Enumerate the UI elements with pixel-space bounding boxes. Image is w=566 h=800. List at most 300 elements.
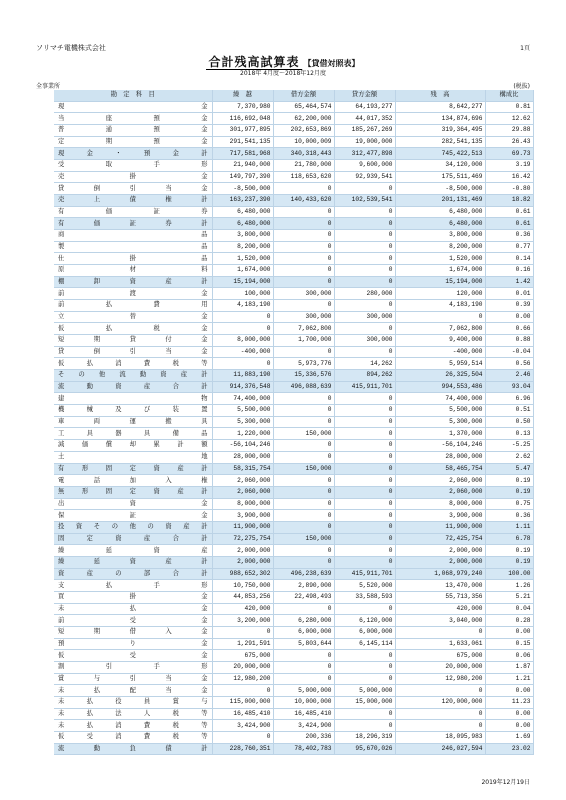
credit-cell: 415,911,701: [334, 381, 395, 393]
debit-cell: 21,780,000: [273, 160, 334, 172]
credit-cell: 0: [334, 603, 395, 615]
table-body: [54, 101, 533, 755]
debit-cell: 0: [273, 521, 334, 533]
ratio-cell: 0.77: [485, 241, 533, 253]
ratio-cell: 18.82: [485, 195, 533, 207]
table-row: [54, 358, 533, 370]
debit-cell: 0: [273, 416, 334, 428]
balance-cell: 9,400,000: [395, 335, 485, 347]
column-header-balance: 残 高: [395, 90, 485, 101]
credit-cell: 0: [334, 556, 395, 568]
ratio-cell: 0.36: [485, 230, 533, 242]
carry-cell: 149,797,390: [212, 171, 273, 183]
account-cell: 繰延資産: [54, 545, 212, 557]
account-cell: 短期借入金: [54, 626, 212, 638]
ratio-cell: 2.62: [485, 451, 533, 463]
balance-cell: 3,800,000: [395, 230, 485, 242]
balance-cell: 26,325,504: [395, 370, 485, 382]
ratio-cell: 2.46: [485, 370, 533, 382]
account-cell: 現金: [54, 101, 212, 113]
carry-cell: 100,000: [212, 288, 273, 300]
balance-cell: 246,027,594: [395, 743, 485, 755]
ratio-cell: 0.19: [485, 545, 533, 557]
account-cell: 仮受消費税等: [54, 731, 212, 743]
subtotal-row: [54, 463, 533, 475]
balance-cell: 20,000,000: [395, 661, 485, 673]
carry-cell: 1,520,000: [212, 253, 273, 265]
credit-cell: 0: [334, 206, 395, 218]
table-row: [54, 311, 533, 323]
trial-balance-table: [54, 90, 534, 755]
table-header-row: [54, 90, 533, 101]
carry-cell: 0: [212, 626, 273, 638]
ratio-cell: 0.15: [485, 638, 533, 650]
credit-cell: 95,670,026: [334, 743, 395, 755]
subtotal-row: [54, 568, 533, 580]
balance-cell: 4,183,190: [395, 300, 485, 312]
debit-cell: 3,424,900: [273, 720, 334, 732]
carry-cell: -400,000: [212, 346, 273, 358]
credit-cell: 0: [334, 451, 395, 463]
carry-cell: -8,500,000: [212, 183, 273, 195]
credit-cell: 0: [334, 323, 395, 335]
carry-cell: 11,883,190: [212, 370, 273, 382]
subtotal-row: [54, 533, 533, 545]
carry-cell: 10,750,000: [212, 580, 273, 592]
subtotal-row: [54, 148, 533, 160]
credit-cell: 0: [334, 183, 395, 195]
account-cell: 製品: [54, 241, 212, 253]
table-row: [54, 475, 533, 487]
credit-cell: 5,000,000: [334, 685, 395, 697]
account-cell: 前渡金: [54, 288, 212, 300]
table-row: [54, 335, 533, 347]
column-header-account: 勘 定 科 目: [54, 90, 212, 101]
carry-cell: 717,581,968: [212, 148, 273, 160]
account-cell: 貸倒引当金: [54, 346, 212, 358]
credit-cell: 0: [334, 393, 395, 405]
balance-cell: 1,068,979,240: [395, 568, 485, 580]
tax-note: (税抜): [513, 83, 530, 90]
credit-cell: 0: [334, 230, 395, 242]
account-cell: 工具器具備品: [54, 428, 212, 440]
debit-cell: 0: [273, 183, 334, 195]
balance-cell: 72,425,754: [395, 533, 485, 545]
debit-cell: 496,238,639: [273, 568, 334, 580]
balance-cell: 0: [395, 626, 485, 638]
ratio-cell: 1.26: [485, 580, 533, 592]
account-cell: 仕掛品: [54, 253, 212, 265]
company-name: ソリマチ電機株式会社: [36, 44, 106, 52]
debit-cell: 0: [273, 440, 334, 452]
ratio-cell: 0.00: [485, 708, 533, 720]
credit-cell: 0: [334, 545, 395, 557]
account-cell: 買掛金: [54, 591, 212, 603]
carry-cell: 58,315,754: [212, 463, 273, 475]
ratio-cell: 16.42: [485, 171, 533, 183]
balance-cell: 55,713,356: [395, 591, 485, 603]
account-cell: 預り金: [54, 638, 212, 650]
carry-cell: 420,000: [212, 603, 273, 615]
balance-cell: 6,480,000: [395, 218, 485, 230]
table-row: [54, 136, 533, 148]
debit-cell: 1,700,000: [273, 335, 334, 347]
debit-cell: 22,498,493: [273, 591, 334, 603]
carry-cell: 675,000: [212, 650, 273, 662]
table-row: [54, 183, 533, 195]
subtotal-row: [54, 743, 533, 755]
account-cell: 固定資産合計: [54, 533, 212, 545]
ratio-cell: 0.00: [485, 720, 533, 732]
account-cell: 割引手形: [54, 661, 212, 673]
carry-cell: 44,853,256: [212, 591, 273, 603]
table-row: [54, 696, 533, 708]
credit-cell: 894,262: [334, 370, 395, 382]
debit-cell: 16,485,410: [273, 708, 334, 720]
subtotal-row: [54, 218, 533, 230]
account-cell: 減価償却累計額: [54, 440, 212, 452]
balance-cell: 7,062,800: [395, 323, 485, 335]
credit-cell: 6,000,000: [334, 626, 395, 638]
table-row: [54, 346, 533, 358]
credit-cell: 0: [334, 533, 395, 545]
column-header-ratio: 構成比: [485, 90, 533, 101]
credit-cell: 0: [334, 486, 395, 498]
table-row: [54, 661, 533, 673]
balance-cell: 74,400,000: [395, 393, 485, 405]
report-title: 合計残高試算表: [208, 55, 300, 69]
balance-cell: 8,642,277: [395, 101, 485, 113]
credit-cell: 0: [334, 720, 395, 732]
subtotal-row: [54, 556, 533, 568]
ratio-cell: 0.28: [485, 615, 533, 627]
ratio-cell: 1.11: [485, 521, 533, 533]
balance-cell: 745,422,513: [395, 148, 485, 160]
credit-cell: 14,262: [334, 358, 395, 370]
ratio-cell: 1.42: [485, 276, 533, 288]
table-row: [54, 265, 533, 277]
debit-cell: 62,200,000: [273, 113, 334, 125]
subtotal-row: [54, 276, 533, 288]
subtotal-row: [54, 486, 533, 498]
ratio-cell: -0.04: [485, 346, 533, 358]
debit-cell: 0: [273, 661, 334, 673]
carry-cell: 2,000,000: [212, 556, 273, 568]
debit-cell: 0: [273, 230, 334, 242]
ratio-cell: 11.23: [485, 696, 533, 708]
debit-cell: 118,653,620: [273, 171, 334, 183]
ratio-cell: 0.39: [485, 300, 533, 312]
balance-cell: 12,980,200: [395, 673, 485, 685]
balance-cell: 5,300,000: [395, 416, 485, 428]
debit-cell: 0: [273, 206, 334, 218]
balance-cell: 134,874,696: [395, 113, 485, 125]
balance-cell: 18,095,983: [395, 731, 485, 743]
balance-cell: 28,000,000: [395, 451, 485, 463]
debit-cell: 0: [273, 475, 334, 487]
account-cell: 未払役員賞与: [54, 696, 212, 708]
credit-cell: 0: [334, 428, 395, 440]
ratio-cell: 0.88: [485, 335, 533, 347]
account-cell: 仮払税金: [54, 323, 212, 335]
account-cell: 売掛金: [54, 171, 212, 183]
credit-cell: 44,017,352: [334, 113, 395, 125]
carry-cell: 5,500,000: [212, 405, 273, 417]
carry-cell: -56,104,246: [212, 440, 273, 452]
credit-cell: 0: [334, 346, 395, 358]
account-cell: 未払配当金: [54, 685, 212, 697]
balance-cell: 1,674,000: [395, 265, 485, 277]
carry-cell: 7,370,980: [212, 101, 273, 113]
ratio-cell: 0.19: [485, 486, 533, 498]
account-cell: 未払金: [54, 603, 212, 615]
ratio-cell: 0.16: [485, 265, 533, 277]
credit-cell: 0: [334, 510, 395, 522]
account-cell: 建物: [54, 393, 212, 405]
account-cell: 保証金: [54, 510, 212, 522]
table-row: [54, 451, 533, 463]
carry-cell: 8,200,000: [212, 241, 273, 253]
credit-cell: 415,911,701: [334, 568, 395, 580]
carry-cell: 74,400,000: [212, 393, 273, 405]
debit-cell: 0: [273, 241, 334, 253]
table-row: [54, 323, 533, 335]
carry-cell: 2,060,000: [212, 475, 273, 487]
ratio-cell: 1.87: [485, 661, 533, 673]
balance-cell: 2,000,000: [395, 545, 485, 557]
carry-cell: 3,800,000: [212, 230, 273, 242]
account-cell: 当座預金: [54, 113, 212, 125]
carry-cell: 28,000,000: [212, 451, 273, 463]
ratio-cell: 0.00: [485, 685, 533, 697]
credit-cell: 0: [334, 265, 395, 277]
report-subtitle: 【貸借対照表】: [303, 59, 360, 68]
carry-cell: 914,376,548: [212, 381, 273, 393]
subtotal-row: [54, 521, 533, 533]
debit-cell: 2,890,000: [273, 580, 334, 592]
balance-cell: 675,000: [395, 650, 485, 662]
ratio-cell: 5.47: [485, 463, 533, 475]
table-row: [54, 416, 533, 428]
credit-cell: 0: [334, 416, 395, 428]
carry-cell: 3,424,900: [212, 720, 273, 732]
credit-cell: 0: [334, 405, 395, 417]
credit-cell: 185,267,269: [334, 125, 395, 137]
print-date: 2019年12月19日: [481, 779, 530, 786]
carry-cell: 20,000,000: [212, 661, 273, 673]
carry-cell: 1,291,591: [212, 638, 273, 650]
carry-cell: 3,900,000: [212, 510, 273, 522]
debit-cell: 202,653,869: [273, 125, 334, 137]
balance-cell: 8,000,000: [395, 498, 485, 510]
column-header-credit: 貸方金額: [334, 90, 395, 101]
ratio-cell: 1.21: [485, 673, 533, 685]
debit-cell: 5,803,644: [273, 638, 334, 650]
credit-cell: 19,000,000: [334, 136, 395, 148]
credit-cell: 312,477,898: [334, 148, 395, 160]
balance-cell: 0: [395, 720, 485, 732]
debit-cell: 7,062,800: [273, 323, 334, 335]
table-row: [54, 720, 533, 732]
debit-cell: 6,280,000: [273, 615, 334, 627]
balance-cell: 15,194,000: [395, 276, 485, 288]
debit-cell: 0: [273, 276, 334, 288]
balance-cell: -400,000: [395, 346, 485, 358]
ratio-cell: 5.21: [485, 591, 533, 603]
balance-cell: -8,500,000: [395, 183, 485, 195]
debit-cell: 150,000: [273, 428, 334, 440]
account-cell: 出資金: [54, 498, 212, 510]
table-row: [54, 253, 533, 265]
carry-cell: 4,183,190: [212, 300, 273, 312]
credit-cell: 92,939,541: [334, 171, 395, 183]
debit-cell: 0: [273, 218, 334, 230]
carry-cell: 21,940,000: [212, 160, 273, 172]
account-cell: 土地: [54, 451, 212, 463]
debit-cell: 0: [273, 405, 334, 417]
balance-cell: 0: [395, 708, 485, 720]
ratio-cell: 0.61: [485, 206, 533, 218]
carry-cell: 12,980,200: [212, 673, 273, 685]
carry-cell: 8,000,000: [212, 498, 273, 510]
debit-cell: 0: [273, 545, 334, 557]
credit-cell: 0: [334, 300, 395, 312]
debit-cell: 15,336,576: [273, 370, 334, 382]
debit-cell: 6,000,000: [273, 626, 334, 638]
table-row: [54, 685, 533, 697]
ratio-cell: 69.73: [485, 148, 533, 160]
carry-cell: 11,900,000: [212, 521, 273, 533]
balance-cell: 13,470,000: [395, 580, 485, 592]
carry-cell: 291,541,135: [212, 136, 273, 148]
debit-cell: 0: [273, 603, 334, 615]
carry-cell: 0: [212, 731, 273, 743]
ratio-cell: 0.81: [485, 101, 533, 113]
debit-cell: 5,973,776: [273, 358, 334, 370]
table-row: [54, 440, 533, 452]
account-cell: 未払法人税等: [54, 708, 212, 720]
account-cell: 普通預金: [54, 125, 212, 137]
credit-cell: 6,120,000: [334, 615, 395, 627]
table-row: [54, 428, 533, 440]
ratio-cell: 26.43: [485, 136, 533, 148]
ratio-cell: 23.02: [485, 743, 533, 755]
carry-cell: 8,000,000: [212, 335, 273, 347]
subtotal-row: [54, 195, 533, 207]
credit-cell: 0: [334, 253, 395, 265]
carry-cell: 72,275,754: [212, 533, 273, 545]
account-cell: 原材料: [54, 265, 212, 277]
debit-cell: 65,464,574: [273, 101, 334, 113]
balance-cell: 2,000,000: [395, 556, 485, 568]
column-header-carry: 繰 越: [212, 90, 273, 101]
debit-cell: 10,000,009: [273, 136, 334, 148]
debit-cell: 0: [273, 265, 334, 277]
debit-cell: 0: [273, 300, 334, 312]
ratio-cell: 29.88: [485, 125, 533, 137]
table-row: [54, 603, 533, 615]
account-cell: 前払費用: [54, 300, 212, 312]
account-cell: その他流動資産計: [54, 370, 212, 382]
debit-cell: 78,402,783: [273, 743, 334, 755]
ratio-cell: 12.62: [485, 113, 533, 125]
credit-cell: 18,296,319: [334, 731, 395, 743]
carry-cell: 16,485,410: [212, 708, 273, 720]
ratio-cell: 6.96: [485, 393, 533, 405]
table-row: [54, 125, 533, 137]
table-row: [54, 405, 533, 417]
balance-cell: 2,060,000: [395, 486, 485, 498]
ratio-cell: 0.19: [485, 556, 533, 568]
ratio-cell: 0.00: [485, 626, 533, 638]
account-cell: 流動資産合計: [54, 381, 212, 393]
credit-cell: 6,145,114: [334, 638, 395, 650]
credit-cell: 0: [334, 218, 395, 230]
carry-cell: 6,480,000: [212, 218, 273, 230]
credit-cell: 0: [334, 708, 395, 720]
carry-cell: 116,692,048: [212, 113, 273, 125]
carry-cell: 2,000,000: [212, 545, 273, 557]
balance-cell: 120,000,000: [395, 696, 485, 708]
account-cell: 仮払消費税等: [54, 358, 212, 370]
debit-cell: 140,433,620: [273, 195, 334, 207]
subtotal-row: [54, 381, 533, 393]
credit-cell: 300,000: [334, 311, 395, 323]
balance-cell: 120,000: [395, 288, 485, 300]
report-period: 2018年 4月度～2018年12月度: [240, 70, 326, 77]
credit-cell: 0: [334, 475, 395, 487]
ratio-cell: 0.66: [485, 323, 533, 335]
debit-cell: 0: [273, 650, 334, 662]
table-row: [54, 393, 533, 405]
ratio-cell: 100.00: [485, 568, 533, 580]
account-cell: 棚卸資産計: [54, 276, 212, 288]
account-cell: 資産の部合計: [54, 568, 212, 580]
debit-cell: 0: [273, 673, 334, 685]
credit-cell: 102,539,541: [334, 195, 395, 207]
credit-cell: 0: [334, 521, 395, 533]
debit-cell: 340,318,443: [273, 148, 334, 160]
balance-cell: 420,000: [395, 603, 485, 615]
balance-cell: 175,511,469: [395, 171, 485, 183]
account-cell: 短期貸付金: [54, 335, 212, 347]
account-cell: 電話加入権: [54, 475, 212, 487]
credit-cell: 5,520,000: [334, 580, 395, 592]
account-cell: 商品: [54, 230, 212, 242]
debit-cell: 300,000: [273, 288, 334, 300]
credit-cell: 0: [334, 276, 395, 288]
account-cell: 有価証券: [54, 206, 212, 218]
account-cell: 受取手形: [54, 160, 212, 172]
debit-cell: 0: [273, 253, 334, 265]
balance-cell: 5,959,514: [395, 358, 485, 370]
balance-cell: 1,520,000: [395, 253, 485, 265]
account-cell: 車両運搬具: [54, 416, 212, 428]
carry-cell: 0: [212, 311, 273, 323]
debit-cell: 0: [273, 451, 334, 463]
account-cell: 立替金: [54, 311, 212, 323]
debit-cell: 0: [273, 346, 334, 358]
office-label: 全事業所: [36, 83, 61, 90]
carry-cell: 0: [212, 685, 273, 697]
account-cell: 定期預金: [54, 136, 212, 148]
carry-cell: 115,000,000: [212, 696, 273, 708]
carry-cell: 163,237,390: [212, 195, 273, 207]
ratio-cell: 3.19: [485, 160, 533, 172]
carry-cell: 0: [212, 358, 273, 370]
credit-cell: 0: [334, 661, 395, 673]
ratio-cell: 0.75: [485, 498, 533, 510]
